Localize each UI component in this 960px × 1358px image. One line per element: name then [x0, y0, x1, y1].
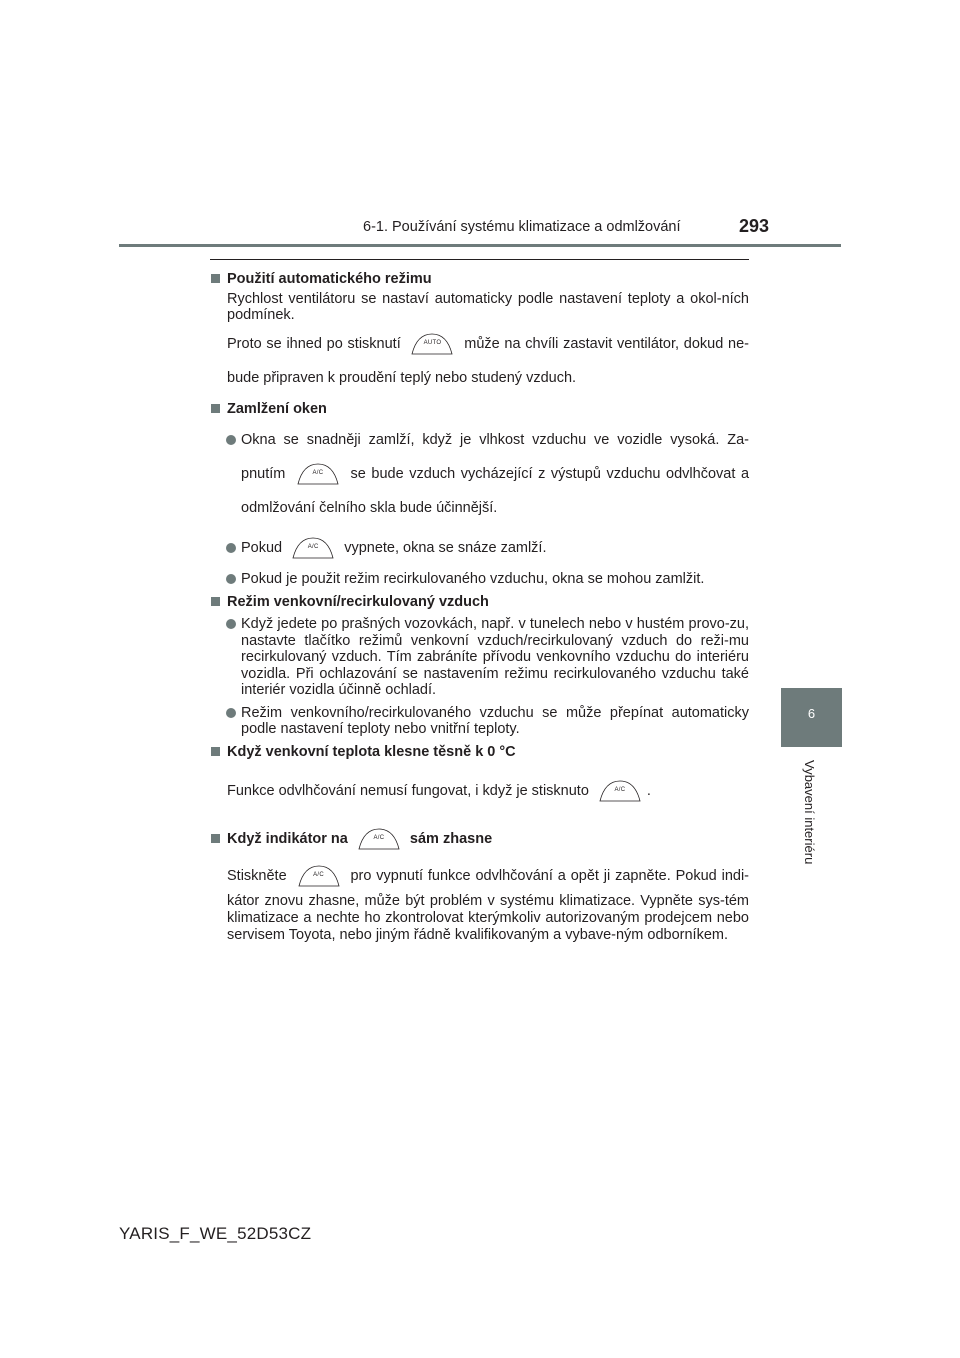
paragraph: Rychlost ventilátoru se nastaví automaticky podle nastavení teploty a okol-ních podmínek.: [227, 290, 749, 323]
square-bullet-icon: [211, 747, 220, 756]
round-bullet-icon: [226, 574, 236, 584]
list-item: Pokud A/C vypnete, okna se snáze zamlží.: [210, 531, 749, 565]
list-item: Pokud je použit režim recirkulovaného vzduchu, okna se mohou zamlžit.: [210, 571, 749, 588]
square-bullet-icon: [211, 404, 220, 413]
section-heading: Režim venkovní/recirkulovaný vzduch: [210, 594, 749, 611]
paragraph: Proto se ihned po stisknutí AUTO může na chvíli zastavit ventilátor, dokud ne-bude připraven k proudění teplý nebo studený vzduch.: [210, 327, 749, 395]
document-code: YARIS_F_WE_52D53CZ: [119, 1224, 312, 1243]
chapter-title: Vybavení interiéru: [802, 760, 817, 865]
square-bullet-icon: [211, 274, 220, 283]
ac-button-icon: A/C: [295, 462, 341, 486]
square-bullet-icon: [211, 834, 220, 843]
page-content: [210, 265, 749, 944]
ac-button-icon: A/C: [356, 827, 402, 851]
ac-button-icon: A/C: [290, 536, 336, 560]
square-bullet-icon: [211, 597, 220, 606]
list-item: Když jedete po prašných vozovkách, např. v tunelech nebo v hustém provo-zu, nastavte tlačítko režimů venkovní vzduch/recirkulovaný vzduch do reži-mu recirkulovaný vzduch. Tím zabráníte přívodu venkovního vzduchu do interiéru vozidla. Při ochlazování se nastavením režimu recirkulovaného vzduchu také interiér vozidla účinně ochladí.: [210, 616, 749, 699]
list-item: Režim venkovního/recirkulovaného vzduchu se může přepínat automaticky podle nastavení teploty nebo vnitřní teploty.: [210, 705, 749, 738]
page-number: 293: [739, 216, 770, 236]
ac-button-icon: A/C: [296, 864, 342, 888]
section-heading: Použití automatického režimu: [210, 271, 749, 288]
section-title: 6-1. Používání systému klimatizace a odmlžování: [363, 219, 681, 235]
section-heading: Když venkovní teplota klesne těsně k 0 °C: [210, 744, 749, 761]
content-divider: [210, 259, 749, 260]
round-bullet-icon: [226, 435, 236, 445]
header-divider: [119, 244, 841, 247]
round-bullet-icon: [226, 619, 236, 629]
section-heading: Když indikátor na A/C sám zhasne: [210, 822, 749, 856]
chapter-number: 6: [807, 706, 816, 721]
auto-button-icon: AUTO: [409, 332, 455, 356]
paragraph: Funkce odvlhčování nemusí fungovat, i když je stisknuto A/C .: [210, 774, 749, 808]
section-heading: Zamlžení oken: [210, 401, 749, 418]
ac-button-icon: A/C: [597, 779, 643, 803]
paragraph: Stiskněte A/C pro vypnutí funkce odvlhčování a opět ji zapněte. Pokud indi-kátor znovu zhasne, může být problém v systému klimatizace. Vypněte sys-tém klimatizace a nechte ho zkontrolovat kterýmkoliv autorizovaným prodejcem nebo servisem Toyota, nebo jiným řádně kvalifikovaným a vybave-ným odborníkem.: [210, 859, 749, 944]
chapter-tab: [781, 688, 842, 747]
round-bullet-icon: [226, 543, 236, 553]
round-bullet-icon: [226, 708, 236, 718]
list-item: Okna se snadněji zamlží, když je vlhkost vzduchu ve vozidle vysoká. Za-pnutím A/C se bude vzduch vycházející z výstupů vzduchu odvlhčovat a odmlžování čelního skla bude účinnější.: [210, 423, 749, 525]
